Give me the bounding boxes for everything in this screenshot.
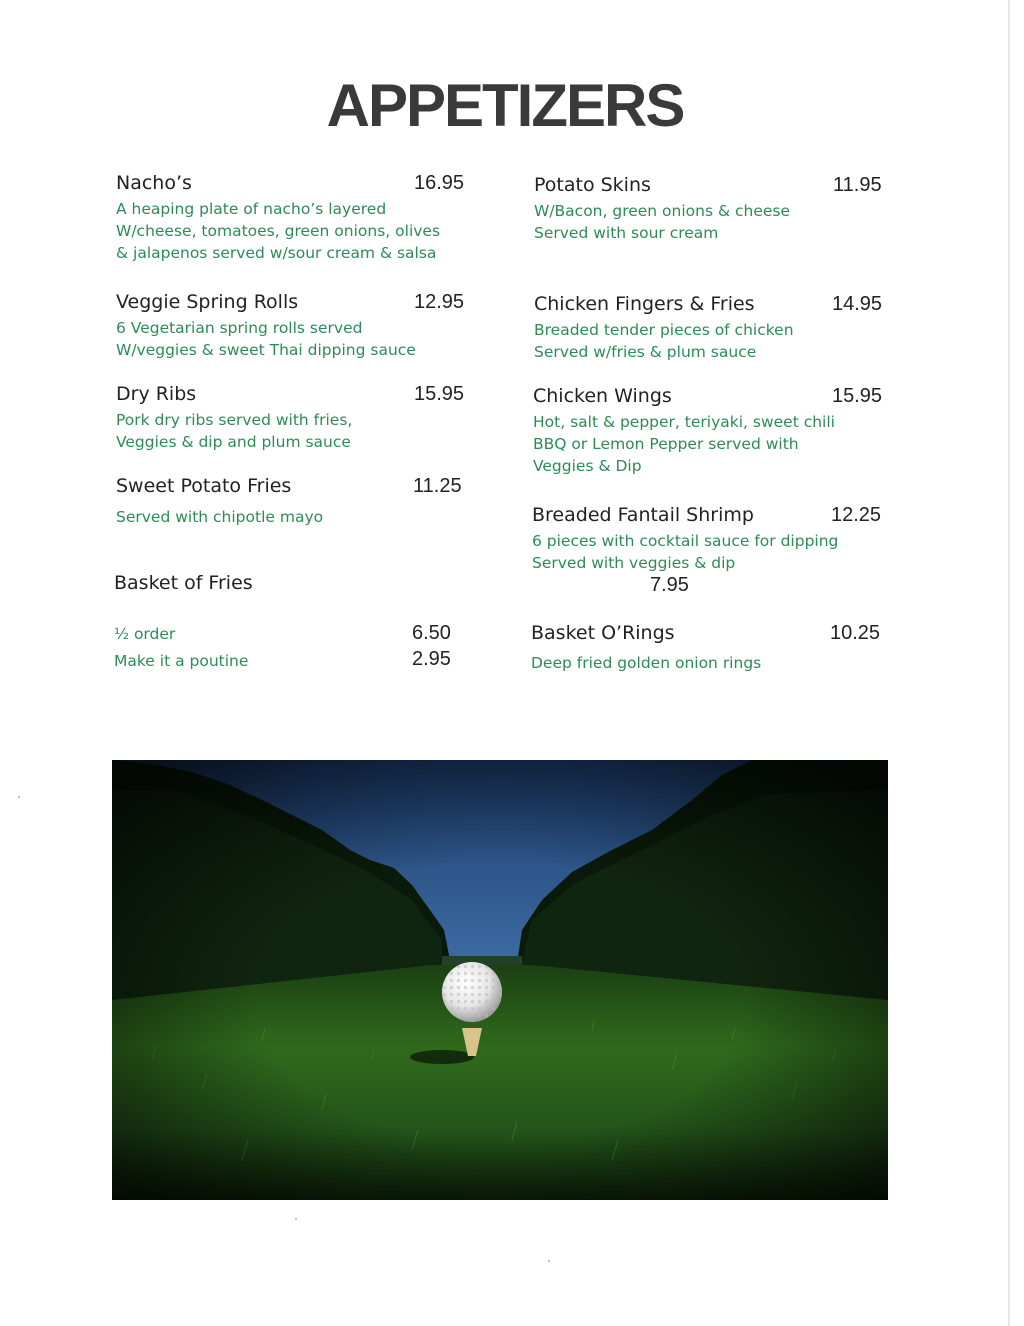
item-desc: W/veggies & sweet Thai dipping sauce <box>116 341 416 359</box>
item-price: 16.95 <box>414 172 465 194</box>
scan-speck <box>548 1260 550 1262</box>
option-price: 6.50 <box>412 622 451 644</box>
item-desc: Pork dry ribs served with fries, <box>116 411 353 429</box>
item-price: 7.95 <box>650 574 689 596</box>
item-price: 15.95 <box>832 385 883 407</box>
item-price: 15.95 <box>414 383 465 405</box>
item-desc: Hot, salt & pepper, teriyaki, sweet chili <box>533 413 835 431</box>
item-name: Potato Skins <box>534 174 651 196</box>
option-label: Make it a poutine <box>114 652 249 670</box>
item-desc: W/Bacon, green onions & cheese <box>534 202 791 220</box>
item-name: Sweet Potato Fries <box>116 475 292 497</box>
item-desc: Served with veggies & dip <box>532 554 736 572</box>
golf-ball-photo <box>112 760 888 1200</box>
item-price: 12.25 <box>831 504 882 526</box>
item-desc: 6 Vegetarian spring rolls served <box>116 319 363 337</box>
item-desc: Served with chipotle mayo <box>116 508 324 526</box>
item-desc: Breaded tender pieces of chicken <box>534 321 794 339</box>
item-desc: Served w/fries & plum sauce <box>534 343 757 361</box>
item-desc: Deep fried golden onion rings <box>531 654 762 672</box>
item-desc: Veggies & dip and plum sauce <box>116 433 351 451</box>
item-desc: BBQ or Lemon Pepper served with <box>533 435 799 453</box>
item-name: Nacho’s <box>116 172 192 194</box>
item-price: 12.95 <box>414 291 465 313</box>
item-price: 11.95 <box>833 174 882 196</box>
item-name: Breaded Fantail Shrimp <box>532 504 754 526</box>
item-name: Veggie Spring Rolls <box>116 291 299 313</box>
option-label: ½ order <box>114 625 176 643</box>
item-name: Basket O’Rings <box>531 622 675 644</box>
item-price: 14.95 <box>832 293 883 315</box>
page-edge <box>1008 0 1010 1326</box>
item-desc: W/cheese, tomatoes, green onions, olives <box>116 222 441 240</box>
scan-speck <box>18 796 20 798</box>
page-title: APPETIZERS <box>326 72 684 139</box>
item-name: Basket of Fries <box>114 572 253 594</box>
scan-speck <box>295 1218 297 1220</box>
item-name: Chicken Wings <box>533 385 672 407</box>
item-name: Dry Ribs <box>116 383 197 405</box>
option-price: 2.95 <box>412 648 451 670</box>
item-desc: Veggies & Dip <box>533 457 642 475</box>
item-desc: A heaping plate of nacho’s layered <box>116 200 387 218</box>
item-desc: Served with sour cream <box>534 224 719 242</box>
item-name: Chicken Fingers & Fries <box>534 293 755 315</box>
item-price: 11.25 <box>413 475 462 497</box>
item-price: 10.25 <box>830 622 881 644</box>
item-desc: & jalapenos served w/sour cream & salsa <box>116 244 437 262</box>
item-desc: 6 pieces with cocktail sauce for dipping <box>532 532 839 550</box>
